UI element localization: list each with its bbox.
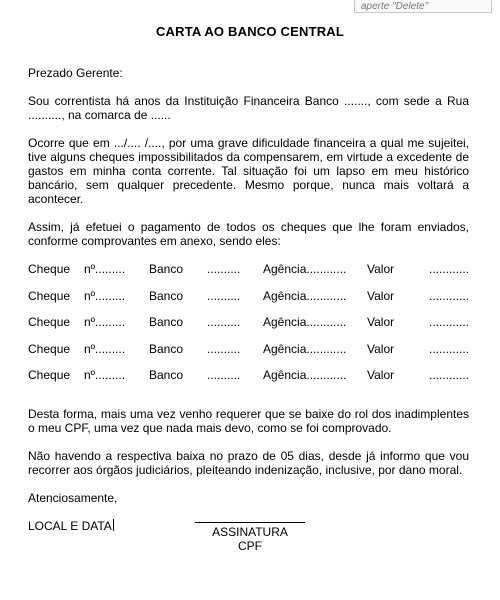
cheque-label: Cheque bbox=[28, 341, 71, 356]
cheque-number: nº......... bbox=[84, 288, 126, 303]
cheque-row[interactable] bbox=[28, 368, 469, 395]
signature-label[interactable]: ASSINATURA bbox=[212, 525, 288, 539]
value-label: Valor bbox=[367, 262, 395, 276]
value-fill: ............ bbox=[428, 368, 469, 383]
value-fill: ............ bbox=[428, 341, 469, 356]
local-date-text: LOCAL E DATA bbox=[28, 518, 112, 533]
cheque-row[interactable] bbox=[28, 315, 469, 342]
cheque-list bbox=[28, 262, 469, 395]
value-fill: ............ bbox=[428, 315, 469, 330]
bank-label: Banco bbox=[149, 368, 184, 383]
paragraph-request[interactable]: Desta forma, mais uma vez venho requerer que se baixe do rol dos inadimplentes o meu CPF, uma vez que nada mais devo, como se foi comprovado. bbox=[28, 406, 469, 435]
agency-field: Agência............ bbox=[263, 262, 347, 276]
document-title: CARTA AO BANCO CENTRAL bbox=[155, 24, 345, 39]
cheque-number: nº......... bbox=[84, 368, 126, 383]
cheque-label: Cheque bbox=[28, 262, 71, 276]
bank-label: Banco bbox=[149, 262, 184, 276]
cheque-label: Cheque bbox=[28, 368, 71, 383]
bank-fill: .......... bbox=[207, 341, 241, 356]
value-label: Valor bbox=[367, 288, 395, 303]
cheque-row[interactable] bbox=[28, 342, 469, 369]
bank-fill: .......... bbox=[207, 288, 241, 303]
bank-label: Banco bbox=[149, 288, 184, 303]
bank-fill: .......... bbox=[207, 262, 241, 276]
paragraph-warning[interactable]: Não havendo a respectiva baixa no prazo de 05 dias, desde já informo que vou recorrer aos órgãos judiciários, pleiteando indenização, inclusive, por dano moral. bbox=[28, 448, 469, 477]
cheque-row[interactable] bbox=[28, 262, 469, 289]
greeting[interactable]: Prezado Gerente: bbox=[28, 66, 123, 80]
cheque-label: Cheque bbox=[28, 288, 71, 303]
letter-body bbox=[28, 66, 469, 533]
bank-label: Banco bbox=[149, 315, 184, 330]
cheque-number: nº......... bbox=[84, 315, 126, 330]
bank-fill: .......... bbox=[207, 315, 241, 330]
signature-block bbox=[0, 522, 500, 553]
paragraph-occurrence[interactable]: Ocorre que em .../.... /...., por uma grave dificuldade financeira a qual me sujeitei, tive alguns cheques impossibilitados da compensarem, em virtude a excedente de gastos em minha conta corrente. Tal situação foi um lapso em meu histórico bancário, sem qualquer precedente. Mesmo porque, nunca mais voltará a acontecer. bbox=[28, 136, 469, 206]
bank-fill: .......... bbox=[207, 368, 241, 383]
signature-line bbox=[195, 522, 305, 523]
agency-field: Agência............ bbox=[263, 341, 347, 356]
agency-field: Agência............ bbox=[263, 368, 347, 383]
value-fill: ............ bbox=[428, 288, 469, 303]
bank-label: Banco bbox=[149, 341, 184, 356]
cheque-row[interactable] bbox=[28, 289, 469, 316]
cpf-label[interactable]: CPF bbox=[238, 539, 262, 553]
value-label: Valor bbox=[367, 341, 395, 356]
paragraph-account[interactable]: Sou correntista há anos da Instituição Financeira Banco ......., com sede a Rua .........., na comarca de ...... bbox=[28, 94, 469, 122]
cheque-label: Cheque bbox=[28, 315, 71, 330]
value-label: Valor bbox=[367, 368, 395, 383]
paragraph-payment[interactable]: Assim, já efetuei o pagamento de todos os cheques que lhe foram enviados, conforme comprovantes em anexo, sendo eles: bbox=[28, 220, 469, 248]
cheque-number: nº......... bbox=[84, 341, 126, 356]
closing[interactable]: Atenciosamente, bbox=[28, 490, 118, 505]
agency-field: Agência............ bbox=[263, 288, 347, 303]
value-label: Valor bbox=[367, 315, 395, 330]
agency-field: Agência............ bbox=[263, 315, 347, 330]
cheque-number: nº......... bbox=[84, 262, 126, 276]
delete-hint-tooltip: aperte "Delete" bbox=[354, 0, 492, 13]
value-fill: ............ bbox=[428, 262, 469, 276]
